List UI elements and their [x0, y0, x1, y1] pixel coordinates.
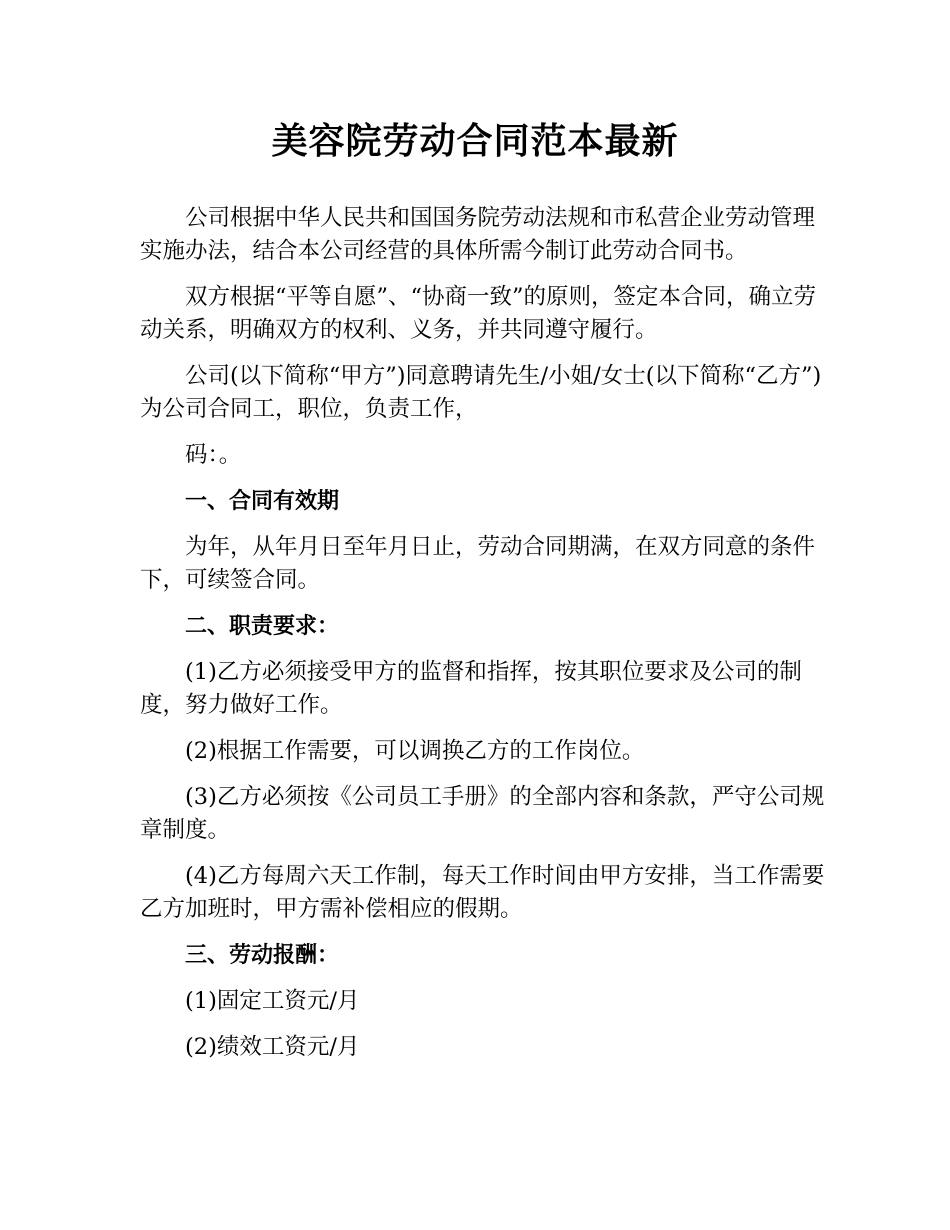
- duty-item: (2)根据工作需要，可以调换乙方的工作岗位。: [185, 738, 645, 764]
- document-title: 美容院劳动合同范本最新: [271, 121, 679, 162]
- code-paragraph: 码：。: [185, 442, 242, 468]
- intro-paragraph: 公司根据中华人民共和国国务院劳动法规和市私营企业劳动管理实施办法，结合本公司经营的具体所需今制订此劳动合同书。: [140, 205, 816, 264]
- pay-item: (1)固定工资元/月: [185, 988, 360, 1014]
- term-paragraph: 为年，从年月日至年月日止，劳动合同期满，在双方同意的条件下，可续签合同。: [140, 534, 816, 593]
- parties-paragraph: 公司(以下简称“甲方”)同意聘请先生/小姐/女士(以下简称“乙方”)为公司合同工，职位，负责工作，: [140, 363, 822, 422]
- section-heading-term: 一、合同有效期: [185, 489, 340, 514]
- section-heading-duties: 二、职责要求：: [185, 614, 340, 639]
- section-heading-pay: 三、劳动报酬：: [185, 943, 340, 968]
- principle-paragraph: 双方根据“平等自愿”、“协商一致”的原则，签定本合同，确立劳动关系，明确双方的权利、义务，并共同遵守履行。: [140, 284, 817, 343]
- document-body: [140, 202, 830, 1077]
- pay-item: (2)绩效工资元/月: [185, 1034, 360, 1060]
- duty-item: (1)乙方必须接受甲方的监督和指挥，按其职位要求及公司的制度，努力做好工作。: [140, 659, 802, 718]
- duty-item: (3)乙方必须按《公司员工手册》的全部内容和条款，严守公司规章制度。: [140, 784, 825, 843]
- duty-item: (4)乙方每周六天工作制，每天工作时间由甲方安排，当工作需要乙方加班时，甲方需补偿相应的假期。: [140, 863, 825, 922]
